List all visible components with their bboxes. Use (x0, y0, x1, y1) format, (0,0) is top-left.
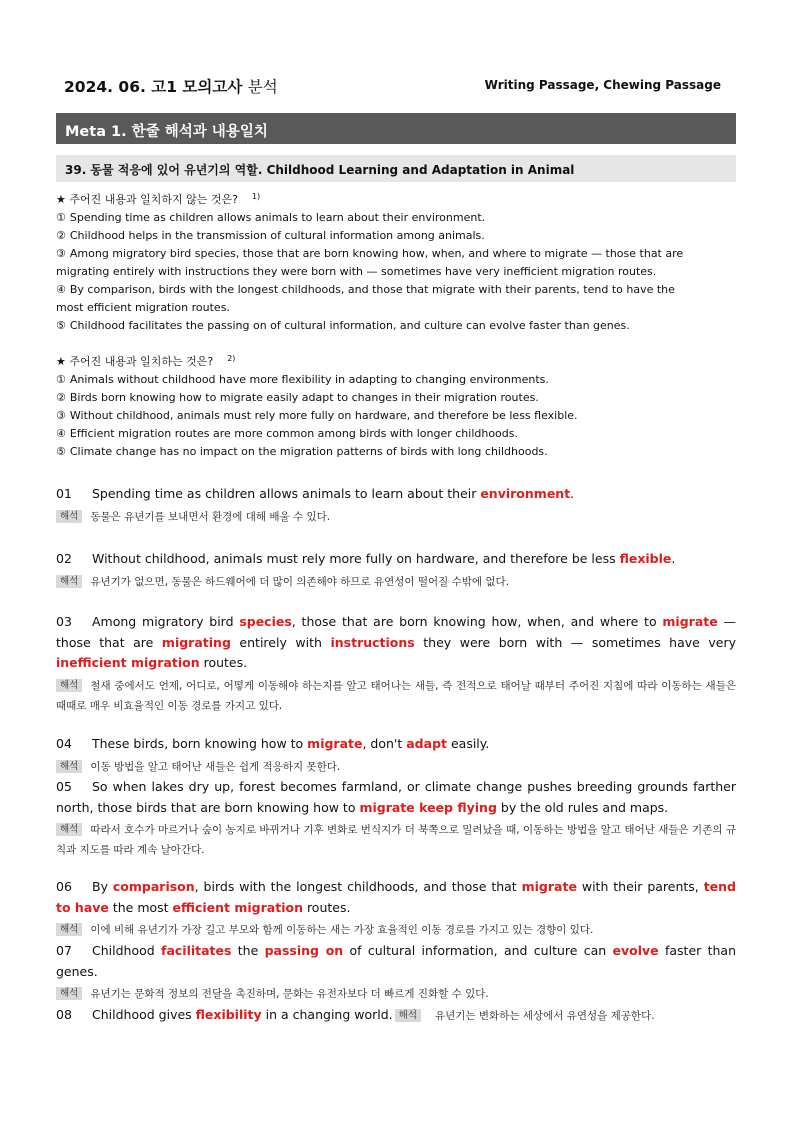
translation-badge: 해석 (56, 823, 82, 836)
translation-badge: 해석 (56, 760, 82, 773)
sentence-text: 05 So when lakes dry up, forest becomes farmland, or climate change pushes breeding grounds farther north, those birds that are born knowing how to migrate keep flying by the old rules and maps. (56, 779, 736, 815)
sentence-08 (56, 1005, 736, 1027)
translation: 해석 이동 방법을 알고 태어난 새들은 쉽게 적응하지 못한다. (56, 757, 736, 777)
sentence-05 (56, 777, 736, 860)
translation-badge: 해석 (395, 1009, 421, 1022)
option: ⑤ Childhood facilitates the passing on of cultural information, and culture can evolve faster than genes. (56, 319, 630, 332)
option: ② Birds born knowing how to migrate easily adapt to changes in their migration routes. (56, 391, 539, 404)
question-2 (56, 350, 736, 461)
translation-badge: 해석 (56, 510, 82, 523)
sentence-text: 08 Childhood gives flexibility in a changing world. 해석 유년기는 변화하는 세상에서 유연성을 제공한다. (56, 1007, 655, 1022)
footnote-marker: 2) (227, 354, 236, 363)
header-subtitle: Writing Passage, Chewing Passage (484, 78, 721, 92)
sentence-07 (56, 941, 736, 1004)
option-continued: migrating entirely with instructions they were born with — sometimes have very inefficient migration routes. (56, 265, 657, 278)
translation: 해석 철새 중에서도 언제, 어디로, 어떻게 이동해야 하는지를 알고 태어나는 새들, 즉 전적으로 태어날 때부터 주어진 지침에 따라 이동하는 새들은 때때로 매우 비효율적인 이동 경로를 가지고 있다. (56, 679, 736, 712)
passage-heading: 39. 동물 적응에 있어 유년기의 역할. Childhood Learning and Adaptation in Animal (56, 155, 736, 182)
translation-badge: 해석 (56, 987, 82, 1000)
question-1 (56, 188, 736, 335)
option: ④ Efficient migration routes are more common among birds with longer childhoods. (56, 427, 519, 440)
translation: 해석 이에 비해 유년기가 가장 길고 부모와 함께 이동하는 새는 가장 효율적인 이동 경로를 가지고 있는 경향이 있다. (56, 920, 736, 940)
sentence-text: 01 Spending time as children allows animals to learn about their environment. (56, 486, 575, 501)
footnote-marker: 1) (251, 192, 261, 201)
translation-badge: 해석 (56, 923, 82, 936)
option: ③ Among migratory bird species, those that are born knowing how, when, and where to migrate — those that are (56, 247, 684, 260)
translation: 해석 따라서 호수가 마르거나 숲이 농지로 바뀌거나 기후 변화로 번식지가 더 북쪽으로 밀려났을 때, 이동하는 방법을 알고 태어난 새들은 기존의 규칙과 지도를 따라 계속 날아간다. (56, 824, 736, 856)
translation-badge: 해석 (56, 575, 82, 588)
option: ① Animals without childhood have more flexibility in adapting to changing environments. (56, 373, 549, 386)
option: ④ By comparison, birds with the longest childhoods, and those that migrate with their parents, tend to have the (56, 283, 675, 296)
sentence-06 (56, 877, 736, 940)
translation: 해석 유년기가 없으면, 동물은 하드웨어에 더 많이 의존해야 하므로 유연성이 떨어질 수밖에 없다. (56, 572, 736, 592)
option: ② Childhood helps in the transmission of cultural information among animals. (56, 229, 485, 242)
sentence-text: 06 By comparison, birds with the longest childhoods, and those that migrate with their parents, tend to have the most efficient migration routes. (56, 879, 736, 915)
sentence-text: 07 Childhood facilitates the passing on of cultural information, and culture can evolve faster than genes. (56, 943, 736, 979)
sentence-text: 02 Without childhood, animals must rely more fully on hardware, and therefore be less flexible. (56, 551, 676, 566)
sentence-03 (56, 612, 736, 716)
option: ① Spending time as children allows animals to learn about their environment. (56, 211, 486, 224)
question-title: ★ 주어진 내용과 일치하지 않는 것은? (56, 193, 238, 206)
translation: 유년기는 변화하는 세상에서 유연성을 제공한다. (435, 1010, 655, 1022)
section-heading: Meta 1. 한줄 해석과 내용일치 (56, 113, 736, 144)
sentence-04 (56, 734, 736, 777)
option: ③ Without childhood, animals must rely more fully on hardware, and therefore be less flexible. (56, 409, 578, 422)
sentence-02 (56, 549, 736, 592)
question-title: ★ 주어진 내용과 일치하는 것은? (56, 355, 214, 368)
translation-badge: 해석 (56, 679, 82, 692)
sentence-text: 03 Among migratory bird species, those that are born knowing how, when, and where to migrate — those that are migrating entirely with instructions they were born with — sometimes have very inefficient migration routes. (56, 614, 737, 670)
translation: 해석 유년기는 문화적 정보의 전달을 촉진하며, 문화는 유전자보다 더 빠르게 진화할 수 있다. (56, 984, 736, 1004)
sentence-text: 04 These birds, born knowing how to migrate, don't adapt easily. (56, 736, 490, 751)
page-title: 2024. 06. 고1 모의고사 분석 (64, 78, 278, 96)
sentence-01 (56, 484, 736, 527)
option: ⑤ Climate change has no impact on the migration patterns of birds with long childhoods. (56, 445, 548, 458)
option-continued: most efficient migration routes. (56, 301, 230, 314)
translation: 해석 동물은 유년기를 보내면서 환경에 대해 배울 수 있다. (56, 507, 736, 527)
